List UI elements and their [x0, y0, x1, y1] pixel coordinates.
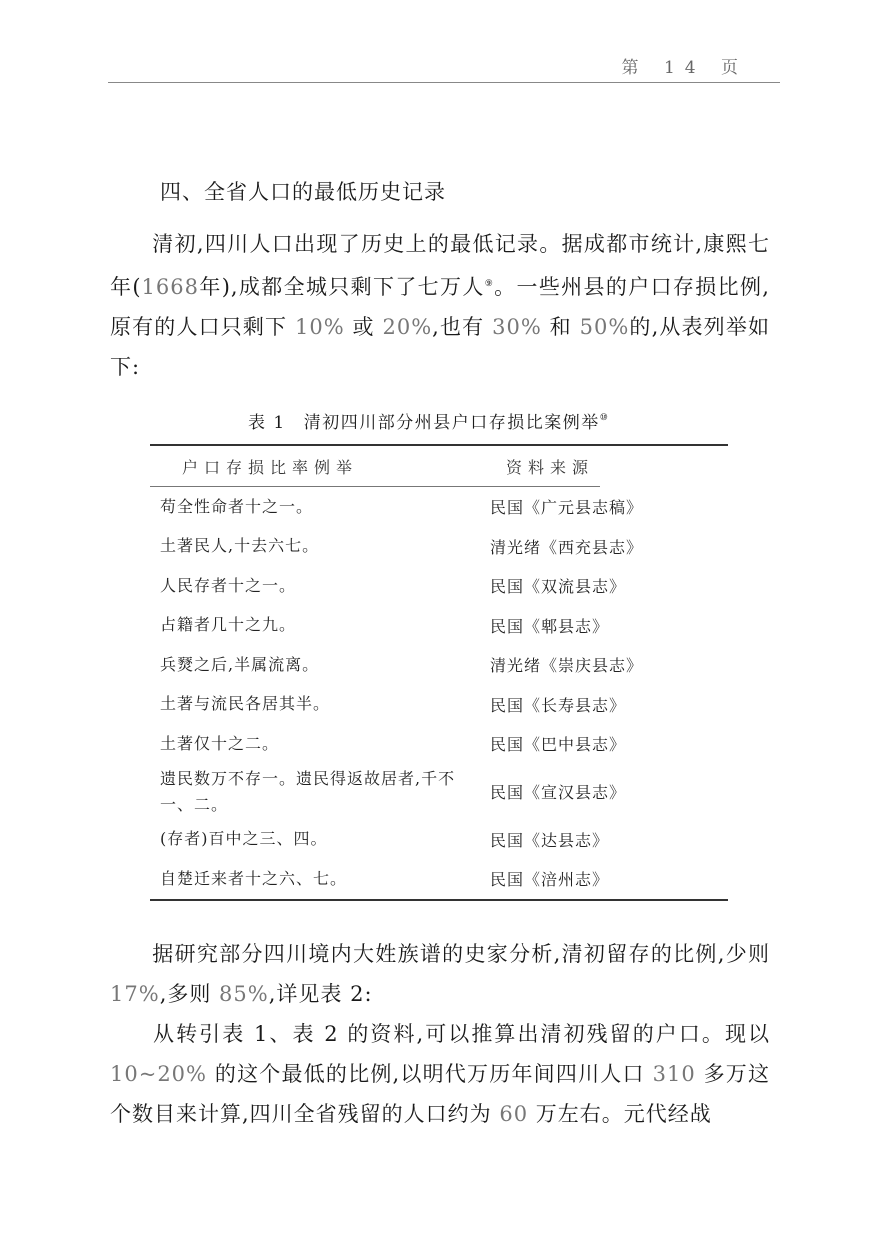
- p1-pct-20: 20%: [382, 315, 433, 339]
- table: [150, 444, 728, 901]
- p2-text-2: ,多则: [159, 982, 220, 1006]
- p2-text-1: 据研究部分四川境内大姓族谱的史家分析,清初留存的比例,少则: [152, 942, 770, 966]
- cell-example: 自楚迁来者十之六、七。: [160, 868, 348, 888]
- cell-example: 人民存者十之一。: [160, 575, 297, 595]
- p3-population-60: 60: [499, 1102, 529, 1126]
- p3-text-1: 从转引表 1、表 2 的资料,可以推算出清初残留的户口。现以: [152, 1022, 770, 1046]
- table-row: [150, 820, 728, 860]
- p2-pct-17: 17%: [110, 982, 160, 1006]
- cell-source: 民国《涪州志》: [490, 870, 610, 890]
- cell-example: 遗民数万不存一。遗民得返故居者,千不一、二。: [160, 768, 456, 814]
- table-row: [150, 724, 728, 764]
- table-row: [150, 645, 728, 685]
- cell-source: 清光绪《西充县志》: [490, 537, 644, 557]
- cell-source: 清光绪《崇庆县志》: [490, 656, 644, 676]
- cell-example: (存者)百中之三、四。: [160, 829, 328, 849]
- cell-source: 民国《巴中县志》: [490, 735, 627, 755]
- table-row: [150, 527, 728, 567]
- cell-example: 占籍者几十之九。: [160, 615, 297, 635]
- table-row: [150, 859, 728, 899]
- table-row: [150, 487, 728, 527]
- cell-source: 民国《广元县志稿》: [490, 498, 644, 518]
- p1-text-7: 的,从表列举如下:: [110, 315, 770, 379]
- page-number: 第 14 页: [621, 58, 748, 78]
- p3-text-3: 多万这个数目来计算,四川全省残留的人口约为: [110, 1062, 770, 1126]
- table-label: 表 1: [248, 413, 286, 433]
- p1-text-3: 。一些州县的户口存损比例,原有的人口只剩下: [110, 275, 770, 339]
- p1-pct-10: 10%: [295, 315, 345, 339]
- paragraph-2: [110, 934, 770, 1134]
- p1-text-1: 清初,四川人口出现了历史上的最低记录。据成都市统计,康熙七年(: [110, 232, 770, 299]
- cell-source: 民国《郫县志》: [490, 616, 610, 636]
- footnote-marker-9: ⑨: [484, 279, 495, 289]
- p1-pct-30: 30%: [492, 315, 542, 339]
- p1-pct-50: 50%: [579, 315, 630, 339]
- column-header-source: 资料来源: [506, 457, 595, 477]
- cell-source: 民国《达县志》: [490, 830, 610, 850]
- paragraph-1: [110, 224, 770, 387]
- cell-source: 民国《宣汉县志》: [490, 783, 627, 802]
- cell-example: 兵燹之后,半属流离。: [160, 654, 320, 674]
- table-row: [150, 685, 728, 725]
- p1-year: 1668: [141, 275, 199, 299]
- p2-pct-85: 85%: [219, 982, 269, 1006]
- cell-example: 土著与流民各居其半。: [160, 694, 331, 714]
- p1-text-5: ,也有: [432, 315, 493, 339]
- cell-example: 土著仅十之二。: [160, 733, 280, 753]
- p3-text-4: 万左右。元代经战: [528, 1102, 712, 1126]
- table-bottom-rule: [150, 899, 728, 901]
- column-header-example: 户口存损比率例举: [182, 457, 359, 477]
- cell-source: 民国《双流县志》: [490, 577, 627, 597]
- cell-example: 苟全性命者十之一。: [160, 496, 314, 516]
- table-header-row: [150, 446, 728, 486]
- cell-example: 土著民人,十去六七。: [160, 536, 320, 556]
- footnote-marker-10: ⑩: [599, 413, 610, 423]
- p3-text-2: 的这个最低的比例,以明代万历年间四川人口: [207, 1062, 653, 1086]
- table-row: [150, 764, 728, 820]
- section-heading: 四、全省人口的最低历史记录: [160, 180, 446, 204]
- p1-text-4: 或: [344, 315, 383, 339]
- p1-text-2: 年),成都全城只剩下了七万人: [199, 275, 485, 299]
- p2-text-3: ,详见表 2:: [268, 982, 373, 1006]
- table-row: [150, 566, 728, 606]
- table-title: 清初四川部分州县户口存损比案例举: [303, 413, 600, 433]
- table-caption: [248, 408, 609, 433]
- table-row: [150, 606, 728, 646]
- p1-text-6: 和: [541, 315, 580, 339]
- p3-population-310: 310: [652, 1062, 696, 1086]
- header-rule: [108, 82, 780, 83]
- cell-source: 民国《长寿县志》: [490, 695, 627, 715]
- p3-pct-range: 10~20%: [110, 1062, 207, 1086]
